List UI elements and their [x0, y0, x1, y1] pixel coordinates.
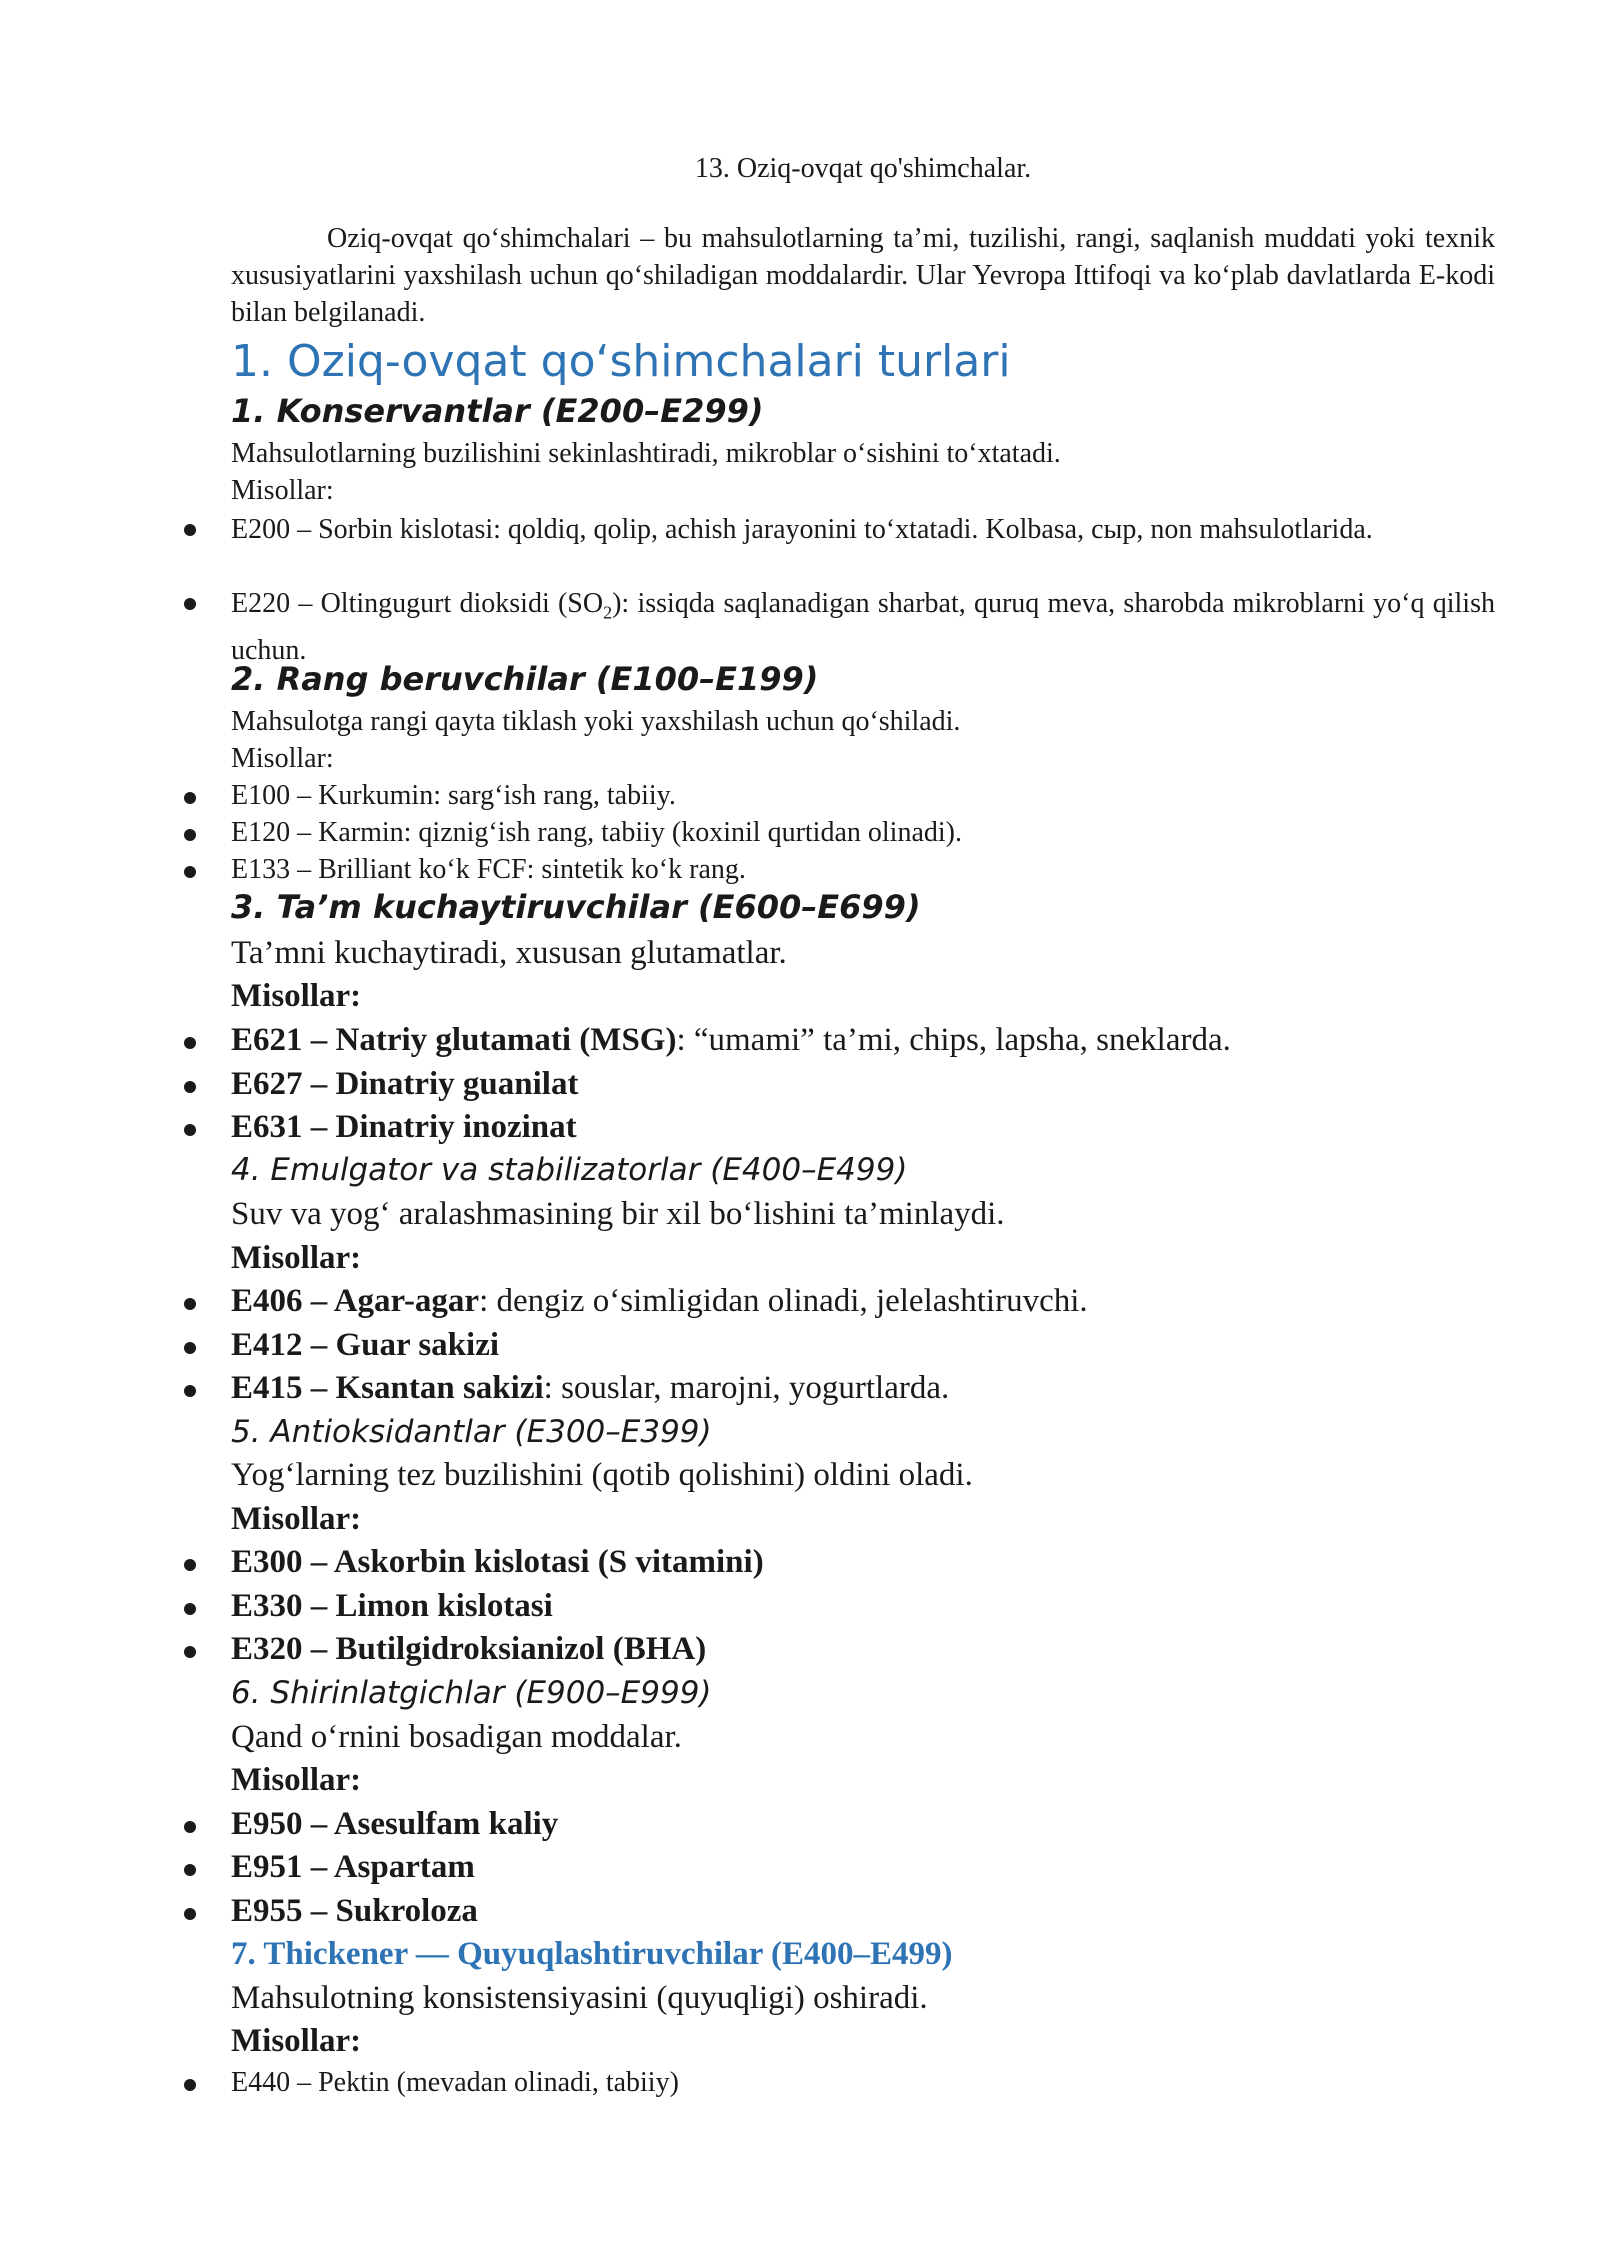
bullet-icon	[184, 1385, 196, 1397]
section-heading: 3. Ta’m kuchaytiruvchilar (E600–E699)	[231, 888, 921, 926]
subscript: 2	[603, 602, 613, 623]
bullet-icon	[184, 1821, 196, 1833]
section-heading: 1. Konservantlar (E200–E299)	[231, 392, 764, 430]
bullet-icon	[184, 598, 196, 610]
list-item-text: E200 – Sorbin kislotasi: qoldiq, qolip, achish jarayonini to‘xtatadi. Kolbasa, сыр, non mahsulotlarida.	[231, 514, 1373, 545]
list-item-code: E951 – Aspartam	[231, 1849, 475, 1885]
intro-text: Oziq-ovqat qo‘shimchalari – bu mahsulotlarning ta’mi, tuzilishi, rangi, saqlanish muddati yoki texnik xususiyatlarini yaxshilash uchun qo‘shiladigan moddalardir. Ular Yevropa Ittifoqi va ko‘plab davlatlarda E-kodi bilan belgilanadi.	[231, 223, 1495, 328]
section-description: Mahsulotga rangi qayta tiklash yoki yaxshilash uchun qo‘shiladi.	[231, 706, 961, 737]
bullet-icon	[184, 1603, 196, 1615]
list-item	[231, 585, 1495, 669]
list-item-code: E406 – Agar-agar	[231, 1283, 480, 1319]
bullet-icon	[184, 866, 196, 878]
examples-label: Misollar:	[231, 978, 362, 1014]
list-item-code: E627 – Dinatriy guanilat	[231, 1066, 579, 1102]
section-heading: 2. Rang beruvchilar (E100–E199)	[231, 660, 819, 698]
list-item	[231, 1806, 558, 1843]
list-item-text: E220 – Oltingugurt dioksidi (SO	[231, 588, 604, 619]
bullet-icon	[184, 2079, 196, 2091]
list-item-text: E120 – Karmin: qiznig‘ish rang, tabiiy (koxinil qurtidan olinadi).	[231, 817, 962, 848]
page-title: 13. Oziq-ovqat qo'shimchalar.	[694, 153, 1032, 184]
section-description: Mahsulotlarning buzilishini sekinlashtiradi, mikroblar o‘sishini to‘xtatadi.	[231, 438, 1061, 469]
bullet-icon	[184, 1124, 196, 1136]
bullet-icon	[184, 1864, 196, 1876]
bullet-icon	[184, 829, 196, 841]
list-item	[231, 1544, 764, 1581]
list-item-text: : dengiz o‘simligidan olinadi, jelelashtiruvchi.	[479, 1283, 1088, 1319]
bullet-icon	[184, 1298, 196, 1310]
section-heading: 6. Shirinlatgichlar (E900–E999)	[231, 1675, 712, 1711]
list-item	[231, 854, 746, 886]
list-item-text: : souslar, marojni, yogurtlarda.	[543, 1370, 950, 1406]
examples-label: Misollar:	[231, 743, 334, 774]
examples-label: Misollar:	[231, 475, 334, 506]
list-item	[231, 1327, 499, 1364]
list-item-code: E415 – Ksantan sakizi	[231, 1370, 544, 1406]
list-item	[231, 1370, 949, 1407]
list-item-code: E621 – Natriy glutamati (MSG)	[231, 1022, 677, 1058]
section-heading: 4. Emulgator va stabilizatorlar (E400–E499)	[231, 1152, 908, 1188]
examples-label: Misollar:	[231, 1762, 362, 1798]
bullet-icon	[184, 1908, 196, 1920]
list-item-code: E950 – Asesulfam kaliy	[231, 1806, 559, 1842]
list-item-text: E100 – Kurkumin: sarg‘ish rang, tabiiy.	[231, 780, 676, 811]
list-item-code: E300 – Askorbin kislotasi (S vitamini)	[231, 1544, 764, 1580]
section-heading: 7. Thickener — Quyuqlashtiruvchilar (E400–E499)	[231, 1936, 953, 1972]
bullet-icon	[184, 1081, 196, 1093]
list-item	[231, 1283, 1088, 1320]
section-description: Mahsulotning konsistensiyasini (quyuqligi) oshiradi.	[231, 1980, 928, 2016]
list-item	[231, 780, 676, 812]
list-item	[231, 1109, 577, 1146]
bullet-icon	[184, 792, 196, 804]
list-item	[231, 817, 962, 849]
list-item-code: E412 – Guar sakizi	[231, 1327, 500, 1363]
list-item-text: : “umami” ta’mi, chips, lapsha, sneklarda.	[676, 1022, 1231, 1058]
section-description: Suv va yog‘ aralashmasining bir xil bo‘lishini ta’minlaydi.	[231, 1196, 1005, 1232]
list-item	[231, 2067, 679, 2099]
main-heading: 1. Oziq-ovqat qo‘shimchalari turlari	[231, 336, 1011, 387]
list-item-code: E955 – Sukroloza	[231, 1893, 478, 1929]
bullet-icon	[184, 1646, 196, 1658]
intro-paragraph	[231, 220, 1495, 331]
section-description: Yog‘larning tez buzilishini (qotib qolishini) oldini oladi.	[231, 1457, 973, 1493]
list-item-code: E631 – Dinatriy inozinat	[231, 1109, 577, 1145]
section-description: Ta’mni kuchaytiradi, xususan glutamatlar.	[231, 935, 787, 971]
bullet-icon	[184, 1342, 196, 1354]
section-description: Qand o‘rnini bosadigan moddalar.	[231, 1719, 682, 1755]
bullet-icon	[184, 1037, 196, 1049]
list-item	[231, 511, 1495, 548]
list-item-text: ): issiqda saqlanadigan sharbat, quruq meva, sharobda mikroblarni yo‘q qilish uchun.	[231, 588, 1495, 666]
list-item	[231, 1893, 478, 1930]
bullet-icon	[184, 524, 196, 536]
examples-label: Misollar:	[231, 1501, 362, 1537]
list-item	[231, 1588, 553, 1625]
list-item	[231, 1849, 475, 1886]
list-item-text: E133 – Brilliant ko‘k FCF: sintetik ko‘k rang.	[231, 854, 746, 885]
examples-label: Misollar:	[231, 2023, 362, 2059]
list-item	[231, 1022, 1231, 1059]
examples-label: Misollar:	[231, 1240, 362, 1276]
list-item	[231, 1631, 706, 1668]
list-item	[231, 1066, 578, 1103]
list-item-text: E440 – Pektin (mevadan olinadi, tabiiy)	[231, 2067, 679, 2098]
list-item-code: E330 – Limon kislotasi	[231, 1588, 553, 1624]
bullet-icon	[184, 1559, 196, 1571]
section-heading: 5. Antioksidantlar (E300–E399)	[231, 1414, 712, 1450]
list-item-code: E320 – Butilgidroksianizol (BHA)	[231, 1631, 707, 1667]
